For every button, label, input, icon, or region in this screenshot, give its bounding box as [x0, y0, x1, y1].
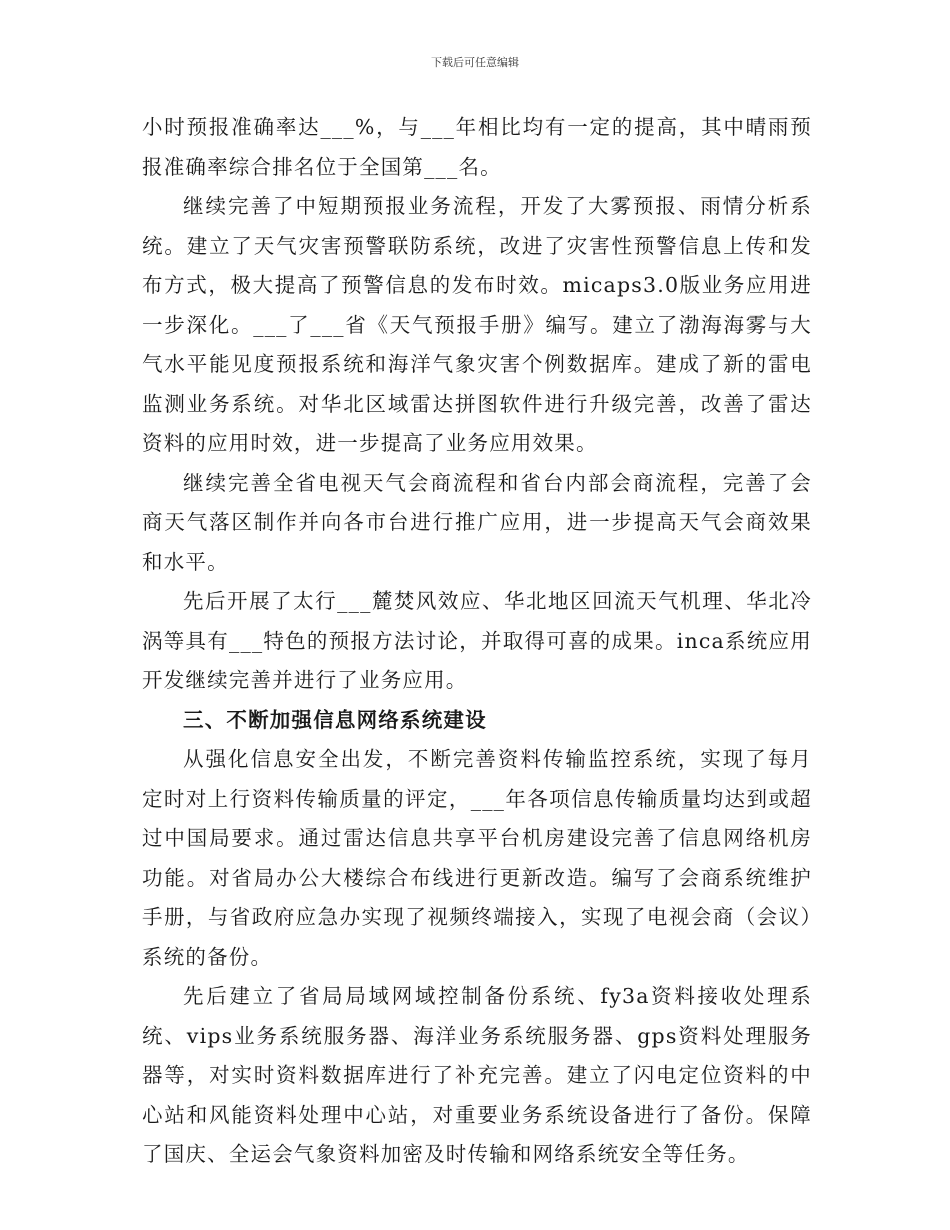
paragraph-system-backup: 先后建立了省局局域网域控制备份系统、fy3a资料接收处理系统、vips业务系统服务器、海洋业务系统服务器、gps资料处理服务器等，对实时资料数据库进行了补充完善。建立了闪电定位资料的中心站和风能资料处理中心站，对重要业务系统设备进行了备份。保障了国庆、全运会气象资料加密及时传输和网络系统安全等任务。: [142, 984, 812, 1166]
paragraph-forecast-process: 继续完善了中短期预报业务流程，开发了大雾预报、雨情分析系统。建立了天气灾害预警联防系统，改进了灾害性预警信息上传和发布方式，极大提高了预警信息的发布时效。micaps3.0版业务应用进一步深化。___了___省《天气预报手册》编写。建立了渤海海雾与大气水平能见度预报系统和海洋气象灾害个例数据库。建成了新的雷电监测业务系统。对华北区域雷达拼图软件进行升级完善，改善了雷达资料的应用时效，进一步提高了业务应用效果。: [142, 194, 812, 455]
paragraph-tv-consultation: 继续完善全省电视天气会商流程和省台内部会商流程，完善了会商天气落区制作并向各市台进行推广应用，进一步提高天气会商效果和水平。: [142, 470, 812, 574]
section-heading-network: 三、不断加强信息网络系统建设: [183, 707, 487, 732]
paragraph-forecast-accuracy: 小时预报准确率达___%，与___年相比均有一定的提高，其中晴雨预报准确率综合排名位于全国第___名。: [142, 115, 812, 179]
paragraph-forecast-methods: 先后开展了太行___麓焚风效应、华北地区回流天气机理、华北冷涡等具有___特色的预报方法讨论，并取得可喜的成果。inca系统应用开发继续完善并进行了业务应用。: [142, 589, 812, 692]
document-body: [142, 108, 812, 1175]
paragraph-information-security: 从强化信息安全出发，不断完善资料传输监控系统，实现了每月定时对上行资料传输质量的评定，___年各项信息传输质量均达到或超过中国局要求。通过雷达信息共享平台机房建设完善了信息网络机房功能。对省局办公大楼综合布线进行更新改造。编写了会商系统维护手册，与省政府应急办实现了视频终端接入，实现了电视会商（会议）系统的备份。: [142, 747, 812, 969]
page-header-note: 下载后可任意编辑: [431, 56, 519, 69]
